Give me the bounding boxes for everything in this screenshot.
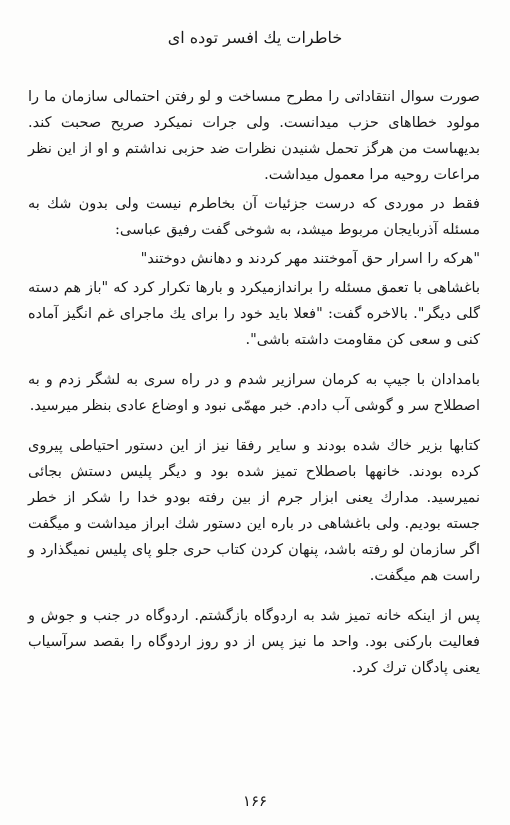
page-number: ۱۶۶ (242, 792, 268, 810)
poem-quote: "هركه را اسرار حق آموختند مهر كردند و دهانش دوختند" (140, 251, 480, 267)
paragraph: فقط در موردى كه درست جزئيات آن بخاطرم نيست ولى بدون شك به مسئله آذربايجان مربوط ميشد، به شوخى گفت رفيق عباسى: (28, 196, 480, 238)
paragraph: باغشاهى با تعمق مسئله را براندازميكرد و بارها تكرار كرد كه "باز هم دسته گلى ديگر". بالاخره گفت: "فعلا بايد خود را براى يك ماجراى غم انگيز آماده كنى و سعى كن مقاومت داشته باشى". (28, 280, 480, 348)
paragraph: صورت سوال انتقاداتى را مطرح مىساخت و لو رفتن احتمالى سازمان ما را مولود خطاهاى حزب ميدانست. ولى جرات نميكرد صريح صحبت كند. بديهىاست من هرگز تحمل شنيدن نظرات ضد حزبى نداشتم و او از اين نظر مراعات روحيه مرا معمول ميداشت. (28, 89, 480, 183)
running-header: خاطرات يك افسر توده اى (167, 28, 343, 47)
paragraph: پس از اينكه خانه تميز شد به اردوگاه بازگشتم. اردوگاه در جنب و جوش و فعاليت باركنى بود. واحد ما نيز پس از دو روز اردوگاه را بقصد سرآسياب يعنى پادگان ترك كرد. (28, 608, 480, 676)
paragraph: كتابها بزير خاك شده بودند و ساير رفقا نيز از اين دستور احتياطى پيروى كرده بودند. خانهها باصطلاح تميز شده بود و ديگر پليس دستش بجائى نميرسيد. مدارك يعنى ابزار جرم از بين رفته بودو خدا را شكر از خطر جسته بوديم. ولى باغشاهى در باره اين دستور شك ابراز ميداشت و ميگفت اگر سازمان لو رفته باشد، پنهان كردن كتاب حرى جلو پاى پليس نميگذارد و راست هم ميگفت. (28, 438, 480, 584)
body-text (28, 84, 480, 688)
paragraph: بامدادان با جيپ به كرمان سرازير شدم و در راه سرى به لشگر زدم و به اصطلاح سر و گوشى آب دادم. خبر مهمّى نبود و اوضاع عادى بنظر ميرسيد. (28, 372, 480, 414)
